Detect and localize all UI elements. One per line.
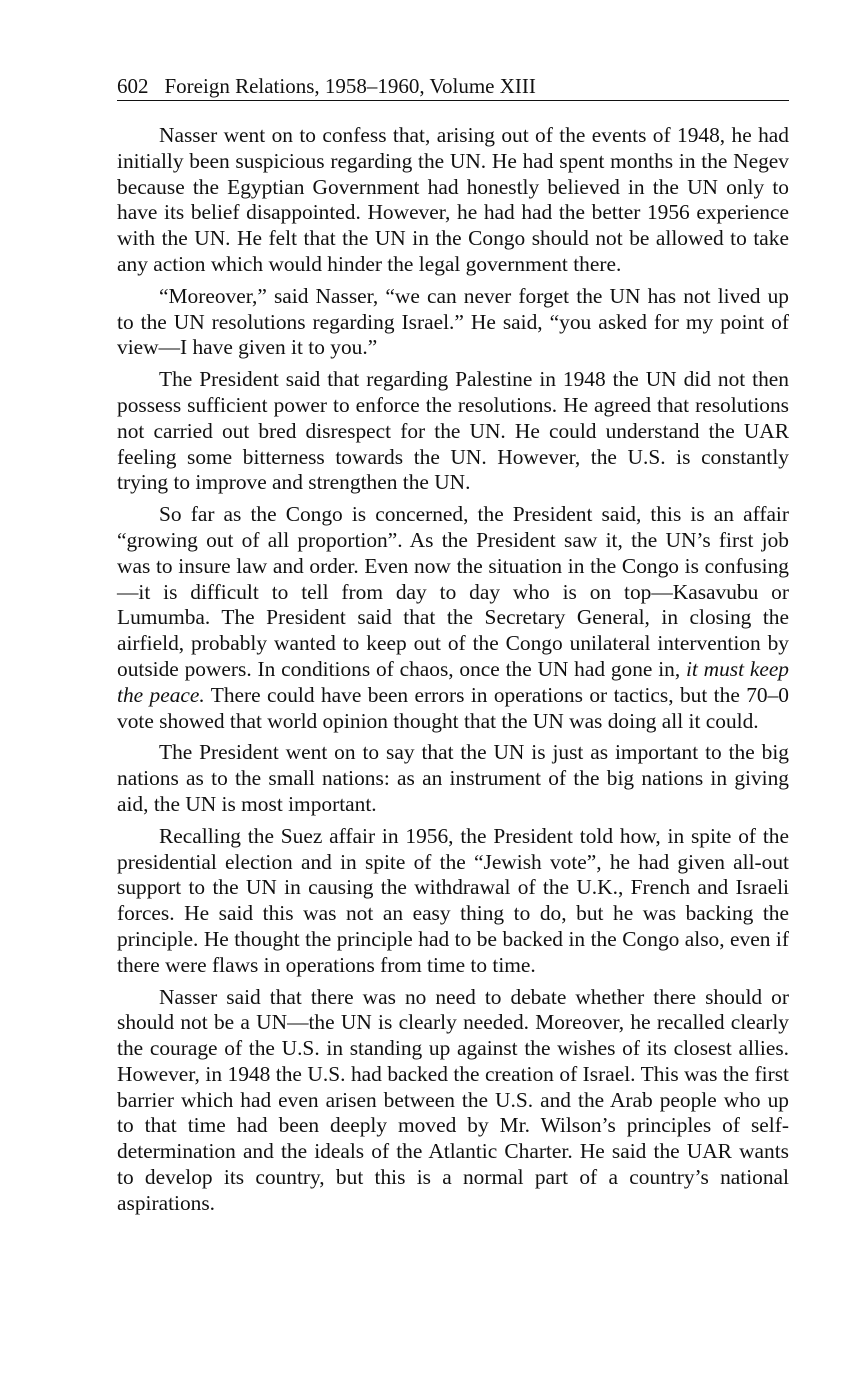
running-header (117, 74, 789, 101)
paragraph-president-palestine: The President said that regarding Palestine in 1948 the UN did not then possess sufficient power to enforce the resolutions. He agreed that resolutions not carried out bred disrespect for the UN. He could understand the UAR feeling some bitterness towards the UN. However, the U.S. is constantly trying to improve and strengthen the UN. (117, 367, 789, 495)
congo-italic-emphasis: it must keep the peace. (117, 656, 790, 707)
page-number: 602 (117, 74, 149, 98)
body-text (117, 123, 789, 1217)
paragraph-nasser-israel-quote: “Moreover,” said Nasser, “we can never forget the UN has not lived up to the UN resolutions regarding Israel.” He said, “you asked for my point of view—I have given it to you.” (117, 283, 789, 360)
paragraph-nasser-un-needed: Nasser said that there was no need to debate whether there should or should not be a UN—the UN is clearly needed. Moreover, he recalled clearly the courage of the U.S. in standing up against the wishes of its closest allies. However, in 1948 the U.S. had backed the creation of Israel. This was the first barrier which had even arisen between the U.S. and the Arab people who up to that time had been deeply moved by Mr. Wilson’s principles of self-determination and the ideals of the Atlantic Charter. He said the UAR wants to develop its country, but this is a normal part of a country’s national aspirations. (117, 984, 789, 1215)
running-title: Foreign Relations, 1958–1960, Volume XIII (164, 74, 536, 98)
congo-text-after-italic: There could have been errors in operations or tactics, but the 70–0 vote showed that world opinion thought that the UN was doing all it could. (117, 682, 790, 733)
document-page (117, 74, 789, 1223)
congo-text-before-italic: So far as the Congo is concerned, the President said, this is an affair “growing out of all proportion”. As the President saw it, the UN’s first job was to insure law and order. Even now the situation in the Congo is confusing—it is difficult to tell from day to day who is on top—Kasavubu or Lumumba. The President said that the Secretary General, in closing the airfield, probably wanted to keep out of the Congo unilateral intervention by outside powers. In conditions of chaos, once the UN had gone in, (117, 502, 789, 681)
paragraph-suez-affair: Recalling the Suez affair in 1956, the President told how, in spite of the presidential election and in spite of the “Jewish vote”, he had given all-out support to the UN in causing the withdrawal of the U.K., French and Israeli forces. He said this was not an easy thing to do, but he was backing the principle. He thought the principle had to be backed in the Congo also, even if there were flaws in operations from time to time. (117, 823, 789, 977)
paragraph-nasser-suspicion: Nasser went on to confess that, arising out of the events of 1948, he had initially been suspicious regarding the UN. He had spent months in the Negev because the Egyptian Government had honestly believed in the UN only to have its belief disappointed. However, he had had the better 1956 experience with the UN. He felt that the UN in the Congo should not be allowed to take any action which would hinder the legal government there. (117, 123, 789, 276)
paragraph-congo-situation (117, 502, 789, 734)
paragraph-un-importance: The President went on to say that the UN is just as important to the big nations as to the small nations: as an instrument of the big nations in giving aid, the UN is most important. (117, 740, 789, 816)
